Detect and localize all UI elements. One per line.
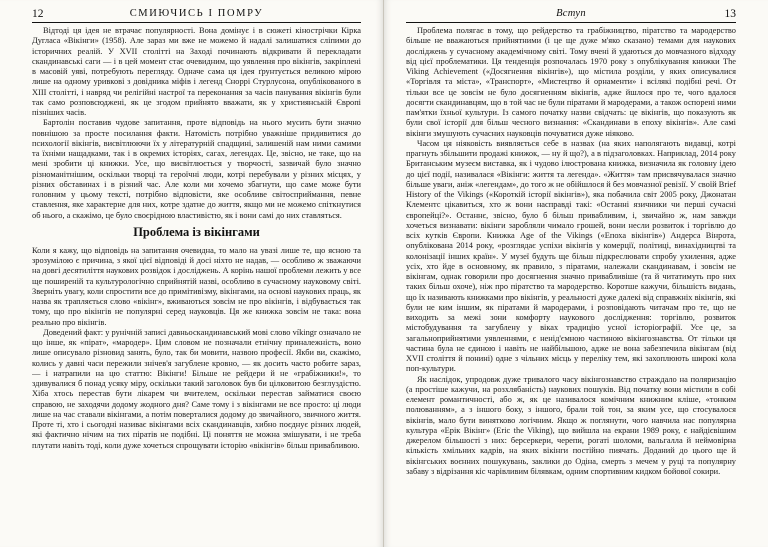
paragraph: Доведений факт: у рунічній записі давньоскандинавський мові слово víkingr означало не що інше, як «пірат», «мародер». Цим словом не позначали етнічну приналежність, воно лише описувало різновид занять, було, так би мовити, назвою професії. Якби ви, скажімо, колись у давні часи пережили знічев'я загублене кровно, — як досить часто робите зараз, — і натрапили на цю статтю: Вікінги! Більше не рейдери й не «грабіжники!», то здивувалися б понад усяку міру, оскільки такий заголовок був би цілковитою безглуздістю. Хіба хтось перестав бути лікарем чи вчителем, оскільки перестав займатися своєю справою, не заходячи додому жодного дня? Саме тому і з вікінгами не все просто: ці люди лише на час ставали вікінгами, а потім поверталися додому до звичайного, звичного життя. Проте ті, хто і сьогодні називає вікінгами всіх скандинавців, хибно поєднує різних людей, які фактично нічим на тих піратів не подібні. Ці поняття не можна змішувати, і не треба плутати навіть тоді, коли дуже хочеться спрощувати історію «вікінгів» більш привабливою. <box>32 327 361 450</box>
running-title-left: СМИЮЧИСЬ І ПОМРУ <box>129 8 264 19</box>
left-page-header <box>32 8 361 23</box>
paragraph: Як наслідок, упродовж дуже тривалого часу вікінгознавство страждало на поляризацію (а простіше кажучи, на розхлябаність) наукових пошуків. Від початку вони містили в собі елемент романтичності, або ж, як це називалося комічним книжним кліше, «тонким полюванням», а з іншого боку, з іншого, брали той тон, за яким усе, що стосувалося вікінгів, мало бути винятково логічним. Якщо ж поглянути, чого навчила нас популярна культура «Ерік Вікінг» (Eric the Viking), що вийшла на екрани 1989 року, є найдієвішим джерелом більшості з них: берсеркери, черепи, рогаті шоломи, вальгалла й неймовірна кількість хмільних кадрів, на яких вікінги постійно пиячать. Доданий до цього ще й вікінгських воєнних пошукувань, заклики до Одіна, смерть з мечем у руці та популярну забаву з відрізання кіс чарівливим білявкам, одним спортивним кидком бойової сокири. <box>406 374 736 476</box>
right-page-header <box>406 8 736 23</box>
section-heading: Проблема із вікінгами <box>133 224 260 239</box>
paragraph: Коли я кажу, що відповідь на запитання очевидна, то мало на увазі лише те, що ясною та зрозумілою є причина, з якої цієї відповіді й досі ніхто не надав, — особливо ж зважаючи на довгі десятиліття наукових розвідок і досліджень. А корінь нашої проблеми лежить у все ще поширеній та культурологічно сприйнятій назві, особливо в сучасному науковому світі. Зверніть увагу, коли спростити все до примітивізму, вікінгами, на основі наукових праць, як назва як трапляється слово «вікінг», вживаються зовсім не про вікінгів, і відбувається так тому, що про вікінгів не популярні серед науковців. Ця же книжка зовсім не така: вона реально про вікінгів. <box>32 245 361 327</box>
left-page-body <box>32 26 361 543</box>
page-number-right: 13 <box>724 8 736 20</box>
right-page-body <box>406 26 736 543</box>
paragraph: Відтоді ця ідея не втрачає популярності. Вона домінує і в сюжеті кінострічки Кірка Дугласа «Вікінги» (1958). Але зараз ми вже не можемо й надалі залишатися сліпими до історичних реалій. У XVII столітті на Заході починають відкривати й перекладати скандинавські саги — і в цей момент стає очевидним, що уявлення про вікінгів, закріплені в масовій уяві, потребують перегляду. Одначе сама ця ідея ґрунтується великою мірою лише на одному уривкові з довідника міфів і легенд Сноррі Стурлусона, опублікованого в XIII столітті, і навряд чи релігійні настрої та переконання за часів панування вікінгів були так само розповсюджені, як це згодом прийнято вважати, як у християнській Європі пізніших часів. <box>32 26 361 117</box>
paragraph: Часом ця ніяковість виявляється себе в назвах (на яких наполягають видавці, котрі прагнуть збільшити продажі книжок, — ну й що?), а в підзаголовках. Наприклад, 2014 року Британським музеєм виставка, як і чудово ілюстрована книжка, визначила як головну ідею до цієї події, називалася «Вікінги: життя та легенда». «Життя» там присвячувалася значно більше уваги, аніж «легендам», до того ж не обійшлося й без мовчазної ревізії. У своїй Brief History of the Vikings («Короткій історії вікінгів»), яка побачила світ 2005 року, Джонатан Клементс цікавиться, хто ж вони насправді такі: «Останні язичники чи перші сучасні європейці?». Останнє, звісно, було б більш привабливим, і, звичайно ж, нам завжди хочеться визнавати: вікінги заробляли чимало грошей, вони несли розвиток і торгівлю до всіх кутків Європи. Книжка Age of the Vikings («Епоха вікінгів») Андерса Вінрота, опублікована 2014 року, «розглядає успіхи вікінгів у комерції, політиці, винахідництві та колонізації інших країн». У музеї будуть ще більш підкреслювати спробу ухилення, адже усіх, хто йде в основному, як правило, з піратами, належали скандинавам, і зовсім не вікінгам, однак говорили про досягнення значно привабливіше (та й читатимуть про них таких більш охоче), ніж про піратство та мародерство. Коротше кажучи, більшість видань, що їх називають книжками про вікінгів, у реальності дуже далекі від справжніх вікінгів, які були не ким іншим, як піратами й мародерами, і розповідають читачам про те, що не виходить за межі зони комфорту наукового дослідження: торгівлю, розвиток містобудування та загублену у віках традицію усної історіографії. Усе це, за загальноприйнятими уявленнями, є ненід'ємною частиною вікінгознавства. От тільки ця частина була не єдиною і навіть не найбільшою, адже не вона забезпечила вікінгам (від XVII століття й понині) одне з чільних місць у переліку тем, які захоплюють широкі кола поп-культури. <box>406 138 736 374</box>
running-title-right: Вступ <box>556 8 586 19</box>
paragraph: Бартолін поставив чудове запитання, проте відповідь на нього мусить бути значно повнішою за просте посилання факти. Натомість потрібно уважніше придивитися до психології вікінгів, висвітлюючи їх у літературній спадщині, залишеній нам ними самими та їхніми нащадками, так і в окремих історіях, сагах, легендах. Це, звісно, не таке, що на мені зробити ці книжки. Усе, що висвітлюється у творчості, зазвичай було значно різноманітнішим, оскільки творці та героїчні люди, котрі перебували у різних місцях, у різних обставинах і в різний час. Але коли ми хочемо збагнути, що саме може бути головним у цьому тексті, потрібно відповісти, яке особливе світосприймання, певне ставлення, яке характерне для них, котре здатне до життя, якщо ми не можемо спіткнутися об нього, а скажімо, це було своєрідною властивістю, як і вони самі до них ставляться. <box>32 118 361 220</box>
paragraph: Проблема полягає в тому, що рейдерство та грабіжництво, піратство та мародерство більше не вважаються прийнятними (і це ще дуже м'яко сказано) темами для наукових досліджень у сучасному академічному світі. Тому вчені й удаються до мовчазного відходу від цієї проблематики. Ця тенденція розпочалась 1970 року з опублікування книжки The Viking Achievement («Досягнення вікінгів»), що містила розділи, у яких описувалися «Торгівля та міста», «Транспорт», «Мистецтво й орнаменти» і всілякі подібні речі. От тільки все це зовсім не було досягненням вікінгів, адже йшлося про те, чого вдалося досягти скандинавцям, що в той час не були піратами й мародерами, а також оспорені ними пам'ятки їхньої культури. Із самого початку назви свідчать: це вікінгів, що показують як були свої історії для більш чесного визнання: «Скандинави в епоху вікінгів». Але самі вікінги змушують сучасних науковців почуватися дуже ніяково. <box>406 26 736 138</box>
page-number-left: 12 <box>32 8 44 20</box>
right-page <box>384 0 768 547</box>
